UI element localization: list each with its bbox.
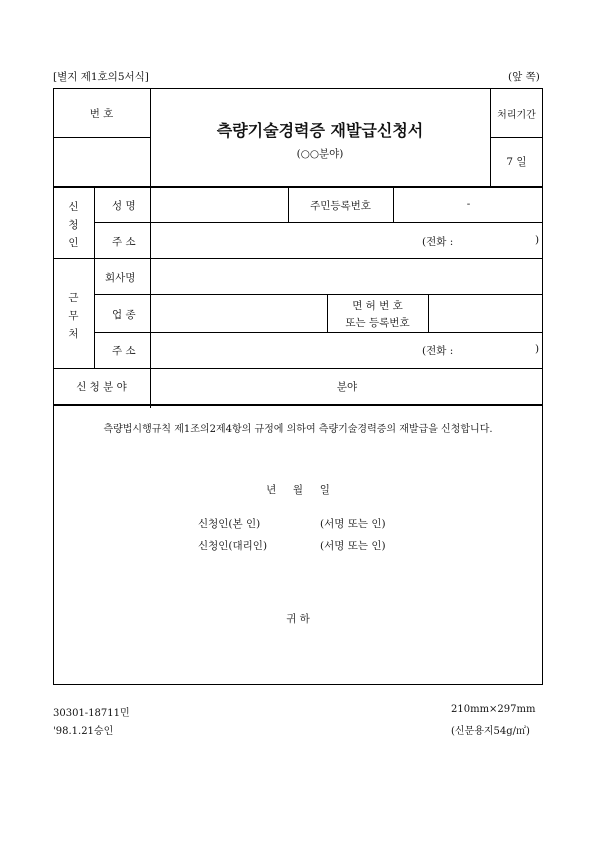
applicant-section-label-3: 인 bbox=[68, 237, 79, 249]
applicant-section-label-2: 청 bbox=[68, 219, 79, 231]
rule bbox=[490, 137, 543, 138]
resident-number-label: 주민등록번호 bbox=[310, 200, 371, 212]
rule bbox=[53, 404, 543, 406]
footer-approval: '98.1.21승인 bbox=[53, 726, 114, 737]
company-field[interactable] bbox=[151, 259, 543, 294]
signer-agent-signature[interactable]: (서명 또는 인) bbox=[320, 540, 386, 552]
application-date[interactable]: 년 월 일 bbox=[266, 484, 330, 496]
footer-paper-type: (신문용지54g/㎡) bbox=[451, 726, 530, 737]
applicant-address-field[interactable] bbox=[151, 223, 411, 258]
applicant-section-label-1: 신 bbox=[68, 201, 79, 213]
form-title: 측량기술경력증 재발급신청서 bbox=[216, 121, 424, 140]
company-label: 회사명 bbox=[105, 272, 136, 284]
rule bbox=[53, 186, 543, 188]
form-subtitle: (○○분야) bbox=[296, 148, 344, 160]
workplace-phone-label: (전화 : bbox=[422, 345, 454, 357]
recipient: 귀 하 bbox=[286, 613, 310, 625]
application-statement: 측량법시행규칙 제1조의2제4항의 규정에 의하여 측량기술경력증의 재발급을 신청합니다. bbox=[103, 424, 493, 435]
processing-period-value: 7 일 bbox=[506, 156, 527, 168]
applicant-address-label: 주 소 bbox=[112, 236, 136, 248]
workplace-address-label: 주 소 bbox=[112, 345, 136, 357]
form-code: [별지 제1호의5서식] bbox=[53, 71, 149, 83]
applicant-name-field[interactable] bbox=[151, 187, 288, 222]
signer-self-signature[interactable]: (서명 또는 인) bbox=[320, 518, 386, 530]
rule bbox=[53, 137, 150, 138]
license-number-label: 면 허 번 호 bbox=[352, 300, 403, 312]
application-field-label: 신 청 분 야 bbox=[76, 381, 127, 393]
workplace-phone-close: ) bbox=[535, 343, 540, 355]
applicant-name-label: 성 명 bbox=[112, 200, 136, 212]
number-label: 번 호 bbox=[89, 108, 114, 120]
license-number-field[interactable] bbox=[429, 295, 543, 332]
workplace-section-label-2: 무 bbox=[68, 310, 79, 322]
signer-self-label: 신청인(본 인) bbox=[198, 518, 261, 530]
rule bbox=[94, 258, 95, 368]
application-field-value[interactable]: 분야 bbox=[336, 381, 358, 393]
applicant-phone-label: (전화 : bbox=[422, 236, 454, 248]
page-side: (앞 쪽) bbox=[508, 71, 540, 83]
business-type-field[interactable] bbox=[151, 295, 327, 332]
workplace-section-label-1: 근 bbox=[68, 292, 79, 304]
footer-paper-size: 210mm×297mm bbox=[451, 704, 536, 715]
signer-agent-label: 신청인(대리인) bbox=[198, 540, 268, 552]
processing-period-label: 처리기간 bbox=[497, 110, 536, 121]
rule bbox=[53, 368, 543, 369]
footer-form-number: 30301-18711민 bbox=[53, 708, 130, 719]
business-type-label: 업 종 bbox=[112, 309, 136, 321]
workplace-section-label-3: 처 bbox=[68, 328, 79, 340]
workplace-address-field[interactable] bbox=[151, 333, 411, 368]
registration-number-label: 또는 등록번호 bbox=[345, 317, 410, 329]
resident-number-field[interactable]: - bbox=[466, 198, 471, 210]
applicant-phone-close: ) bbox=[535, 234, 540, 246]
